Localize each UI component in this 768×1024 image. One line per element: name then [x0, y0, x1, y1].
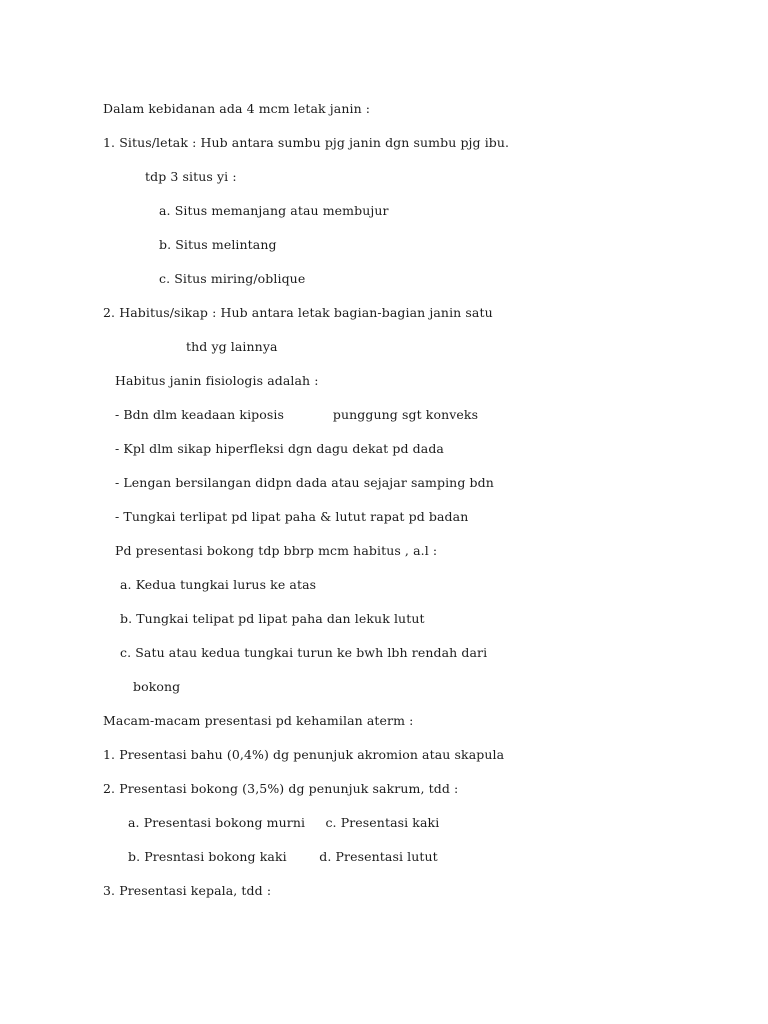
doc-line-situs-b: b. Situs melintang: [159, 237, 277, 252]
doc-line-presentasi-bokong-habitus: Pd presentasi bokong tdp bbrp mcm habitus , a.l :: [115, 543, 438, 558]
doc-line-bullet-kpl: - Kpl dlm sikap hiperfleksi dgn dagu dekat pd dada: [115, 441, 444, 456]
doc-line-bullet-bdn: - Bdn dlm keadaan kiposis punggung sgt konveks: [115, 407, 479, 422]
doc-line-situs-count: tdp 3 situs yi :: [145, 169, 237, 184]
doc-line-presentasi-kepala: 3. Presentasi kepala, tdd :: [103, 883, 272, 898]
doc-line-habitus-fisiologis: Habitus janin fisiologis adalah :: [115, 373, 319, 388]
doc-line-habitus-continuation: thd yg lainnya: [186, 339, 278, 354]
doc-line-situs-heading: 1. Situs/letak : Hub antara sumbu pjg janin dgn sumbu pjg ibu.: [103, 135, 510, 150]
doc-line-habitus-heading: 2. Habitus/sikap : Hub antara letak bagian-bagian janin satu: [103, 305, 493, 320]
doc-line-bokong-types-ac: a. Presentasi bokong murni c. Presentasi kaki: [128, 815, 440, 830]
doc-line-macam-presentasi: Macam-macam presentasi pd kehamilan aterm :: [103, 713, 414, 728]
doc-line-bullet-lengan: - Lengan bersilangan didpn dada atau sejajar samping bdn: [115, 475, 494, 490]
doc-line-situs-c: c. Situs miring/oblique: [159, 271, 306, 286]
doc-line-intro: Dalam kebidanan ada 4 mcm letak janin :: [103, 101, 371, 116]
doc-line-bokong-types-bd: b. Presntasi bokong kaki d. Presentasi lutut: [128, 849, 438, 864]
doc-line-bokong-b: b. Tungkai telipat pd lipat paha dan lekuk lutut: [120, 611, 425, 626]
doc-line-presentasi-bokong: 2. Presentasi bokong (3,5%) dg penunjuk sakrum, tdd :: [103, 781, 459, 796]
doc-line-bokong-a: a. Kedua tungkai lurus ke atas: [120, 577, 317, 592]
doc-line-situs-a: a. Situs memanjang atau membujur: [159, 203, 389, 218]
doc-line-presentasi-bahu: 1. Presentasi bahu (0,4%) dg penunjuk akromion atau skapula: [103, 747, 505, 762]
doc-line-bullet-tungkai: - Tungkai terlipat pd lipat paha & lutut rapat pd badan: [115, 509, 469, 524]
doc-line-bokong-c: c. Satu atau kedua tungkai turun ke bwh lbh rendah dari: [120, 645, 488, 660]
doc-line-bokong-c-continuation: bokong: [133, 679, 181, 694]
